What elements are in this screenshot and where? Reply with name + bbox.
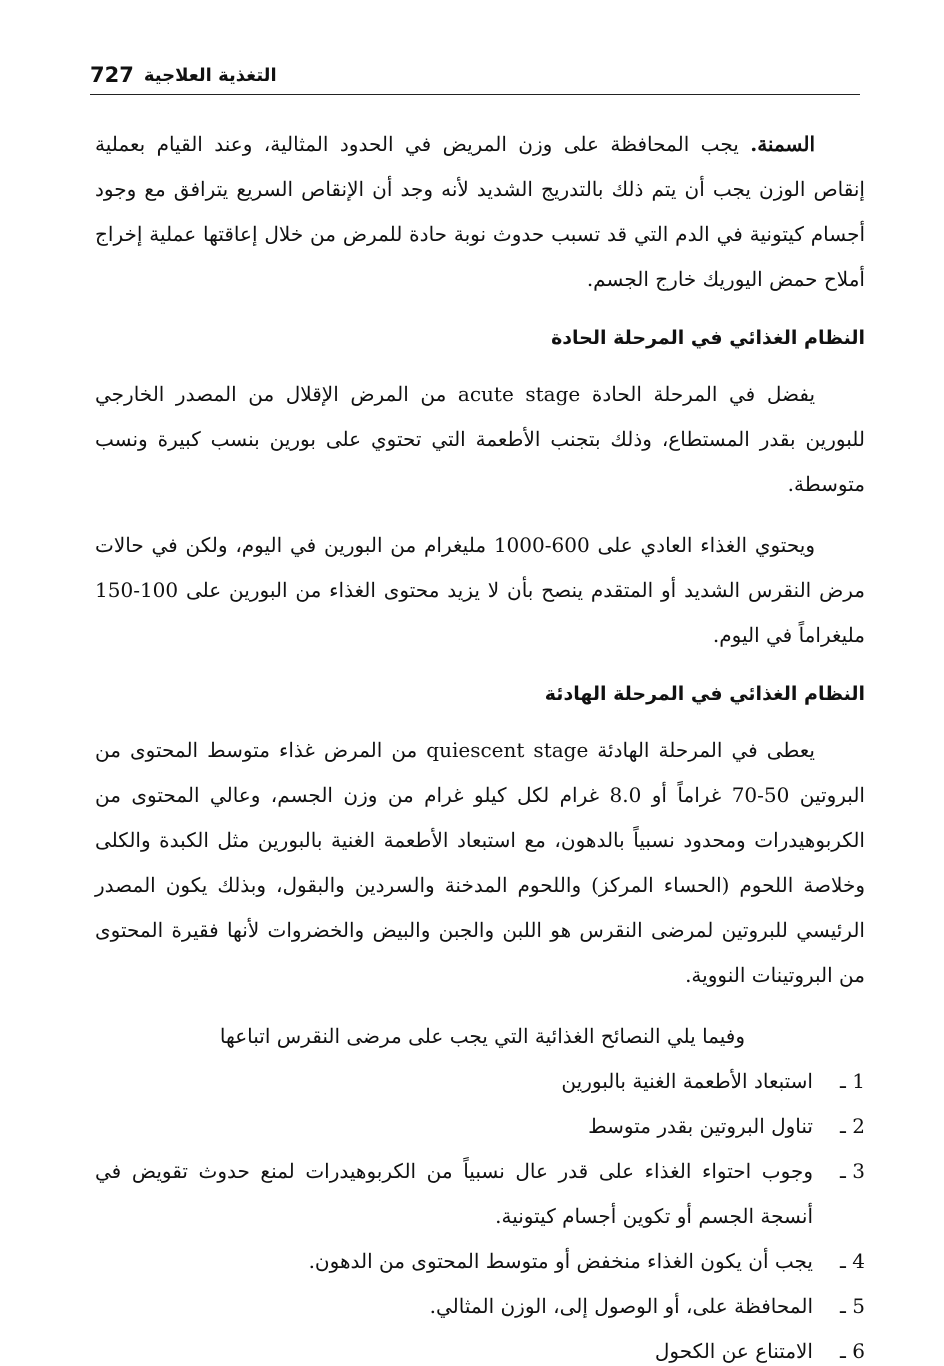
acute-stage-heading: النظام الغذائي في المرحلة الحادة xyxy=(551,327,865,349)
list-item-text: استبعاد الأطعمة الغنية بالبورين xyxy=(561,1069,813,1093)
list-item-text: يجب أن يكون الغذاء منخفض أو متوسط المحتوى من الدهون. xyxy=(308,1249,813,1273)
list-item-text: الامتناع عن الكحول xyxy=(654,1339,813,1363)
page-number: 727 xyxy=(90,63,134,87)
list-item-number: 2 ـ xyxy=(840,1114,865,1138)
list-item xyxy=(95,1284,865,1329)
list-item-number: 3 ـ xyxy=(840,1159,865,1183)
acute-paragraph-1: يفضل في المرحلة الحادة acute stage من المرض الإقلال من المصدر الخارجي للبورين بقدر المستطاع، وذلك بتجنب الأطعمة التي تحتوي على بورين بنسب كبيرة ونسب متوسطة. xyxy=(95,382,865,496)
obesity-paragraph xyxy=(95,122,865,302)
quiescent-paragraph: يعطى في المرحلة الهادئة quiescent stage من المرض غذاء متوسط المحتوى من البروتين 50-70 غراماً أو 8.0 غرام لكل كيلو غرام من وزن الجسم، وعالي المحتوى من الكربوهيدرات ومحدود نسبياً بالدهون، مع استبعاد الأطعمة الغنية بالبورين مثل الكبدة والكلى وخلاصة اللحوم (الحساء المركز) واللحوم المدخنة والسردين والبقول، وبذلك يكون المصدر الرئيسي للبروتين لمرضى النقرس هو اللبن والجبن والبيض والخضروات لأنها فقيرة المحتوى من البروتينات النووية. xyxy=(95,738,865,987)
page-header xyxy=(90,58,860,92)
obesity-lead: السمنة. xyxy=(750,132,816,156)
list-item-text: وجوب احتواء الغذاء على قدر عال نسبياً من الكربوهيدرات لمنع حدوث تقويض في أنسجة الجسم أو تكوين أجسام كيتونية. xyxy=(95,1159,813,1228)
list-item-text: المحافظة على، أو الوصول إلى، الوزن المثالي. xyxy=(429,1294,813,1318)
acute-paragraph-2: ويحتوي الغذاء العادي على 600-1000 مليغرام من البورين في اليوم، ولكن في حالات مرض النقرس الشديد أو المتقدم ينصح بأن لا يزيد محتوى الغذاء من البورين على 100-150 مليغراماً في اليوم. xyxy=(95,533,865,647)
list-item xyxy=(95,1239,865,1284)
list-item-number: 6 ـ xyxy=(840,1339,865,1363)
list-item xyxy=(95,1104,865,1149)
quiescent-stage-heading: النظام الغذائي في المرحلة الهادئة xyxy=(544,683,865,705)
list-item-number: 4 ـ xyxy=(840,1249,865,1273)
list-item xyxy=(95,1149,865,1239)
list-item-number: 5 ـ xyxy=(840,1294,865,1318)
header-rule xyxy=(90,94,860,95)
page-body xyxy=(95,122,865,1366)
list-item xyxy=(95,1059,865,1104)
obesity-text: يجب المحافظة على وزن المريض في الحدود المثالية، وعند القيام بعملية إنقاص الوزن يجب أن يتم ذلك بالتدريج الشديد لأنه وجد أن الإنقاص السريع يترافق مع وجود أجسام كيتونية في الدم التي قد تسبب حدوث نوبة حادة للمرض من خلال إعاقتها عملية إخراج أملاح حمض اليوريك خارج الجسم. xyxy=(95,132,865,291)
advice-intro: وفيما يلي النصائح الغذائية التي يجب على مرضى النقرس اتباعها xyxy=(219,1024,745,1048)
list-item-number: 1 ـ xyxy=(840,1069,865,1093)
running-title: التغذية العلاجية xyxy=(143,64,277,86)
advice-list xyxy=(95,1059,865,1366)
list-item-text: تناول البروتين بقدر متوسط xyxy=(588,1114,813,1138)
list-item xyxy=(95,1329,865,1366)
